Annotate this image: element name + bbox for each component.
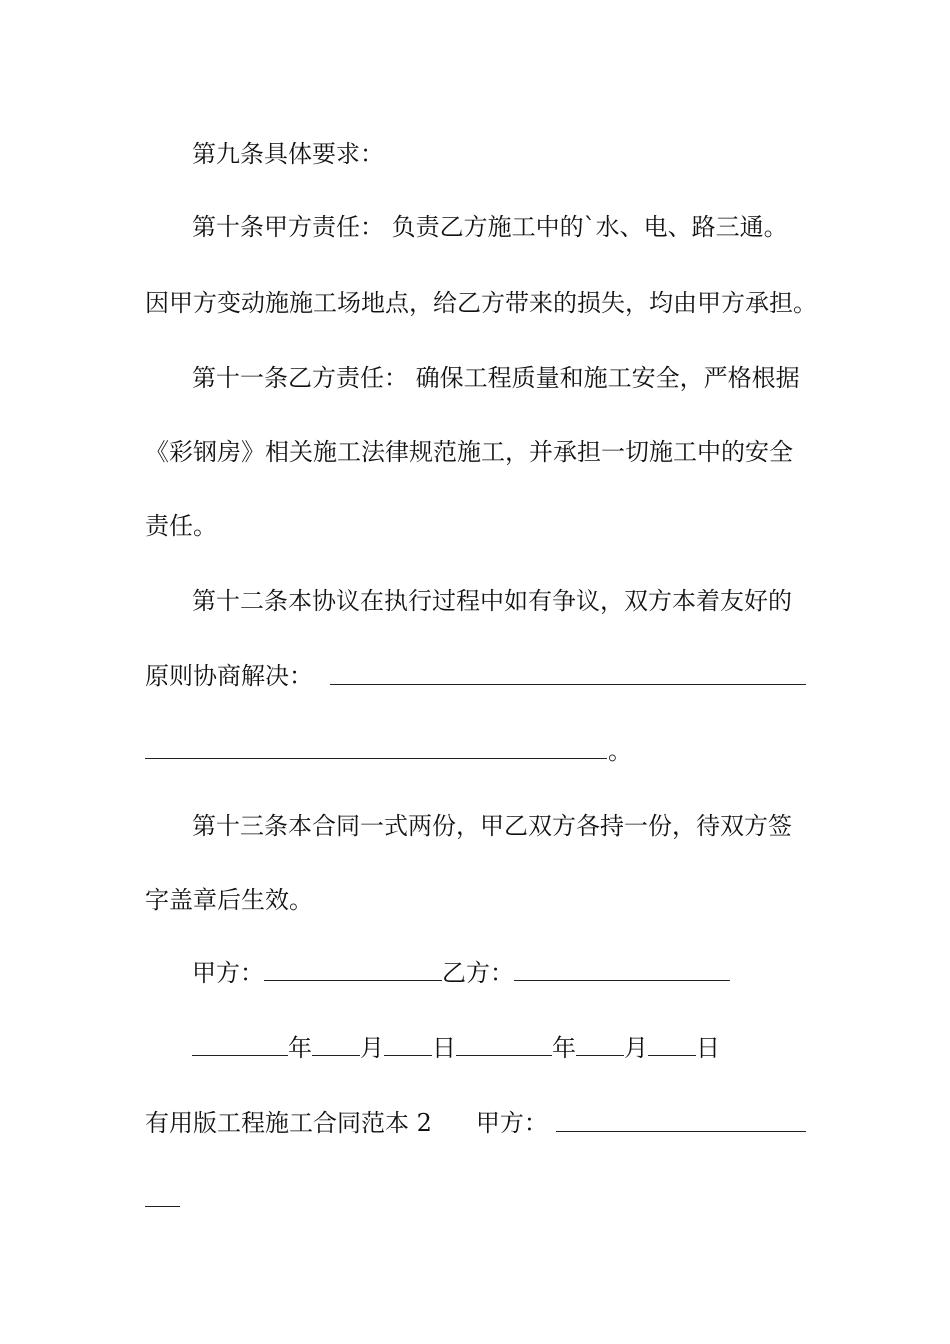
- signature-date-line: [192, 1032, 857, 1064]
- year-b-blank: [456, 1035, 552, 1056]
- party-b-label: 乙方：: [442, 959, 514, 987]
- next-contract-party-a-label: 甲方：: [475, 1109, 548, 1137]
- dispute-resolution-blank-2: [145, 758, 607, 759]
- year-a-label: 年: [288, 1034, 312, 1062]
- article-11-line-1: 第十一条乙方责任： 确保工程质量和施工安全，严格根据: [192, 364, 800, 392]
- dispute-resolution-blank-1: [330, 684, 806, 685]
- next-contract-title-line: [145, 1107, 810, 1139]
- article-13-line-2: 字盖章后生效。: [145, 886, 313, 914]
- year-a-blank: [192, 1035, 288, 1056]
- next-contract-title: 有用版工程施工合同范本 2: [145, 1109, 432, 1137]
- signature-parties-line: [192, 957, 857, 989]
- month-a-label: 月: [360, 1034, 384, 1062]
- article-12-line-2: 原则协商解决：: [145, 662, 313, 690]
- month-a-blank: [312, 1035, 360, 1056]
- next-contract-party-a-blank-cont: [145, 1206, 180, 1207]
- day-a-blank: [384, 1035, 432, 1056]
- next-contract-party-a-blank: [556, 1131, 806, 1132]
- month-b-label: 月: [624, 1034, 648, 1062]
- day-b-label: 日: [696, 1034, 720, 1062]
- party-a-label: 甲方：: [192, 959, 264, 987]
- article-10-line-2: 因甲方变动施施工场地点，给乙方带来的损失，均由甲方承担。: [145, 289, 817, 317]
- article-9: 第九条具体要求：: [192, 140, 384, 168]
- article-13-line-1: 第十三条本合同一式两份，甲乙双方各持一份，待双方签: [192, 812, 792, 840]
- article-11-line-2: 《彩钢房》相关施工法律规范施工，并承担一切施工中的安全: [145, 438, 793, 466]
- day-b-blank: [648, 1035, 696, 1056]
- party-b-blank: [514, 960, 730, 981]
- article-12-line-1: 第十二条本协议在执行过程中如有争议，双方本着友好的: [192, 587, 792, 615]
- year-b-label: 年: [552, 1034, 576, 1062]
- month-b-blank: [576, 1035, 624, 1056]
- party-a-blank: [264, 960, 442, 981]
- article-10-line-1: 第十条甲方责任： 负责乙方施工中的`水、电、路三通。: [192, 213, 788, 241]
- day-a-label: 日: [432, 1034, 456, 1062]
- article-11-line-3: 责任。: [145, 512, 217, 540]
- article-12-end: 。: [608, 737, 632, 765]
